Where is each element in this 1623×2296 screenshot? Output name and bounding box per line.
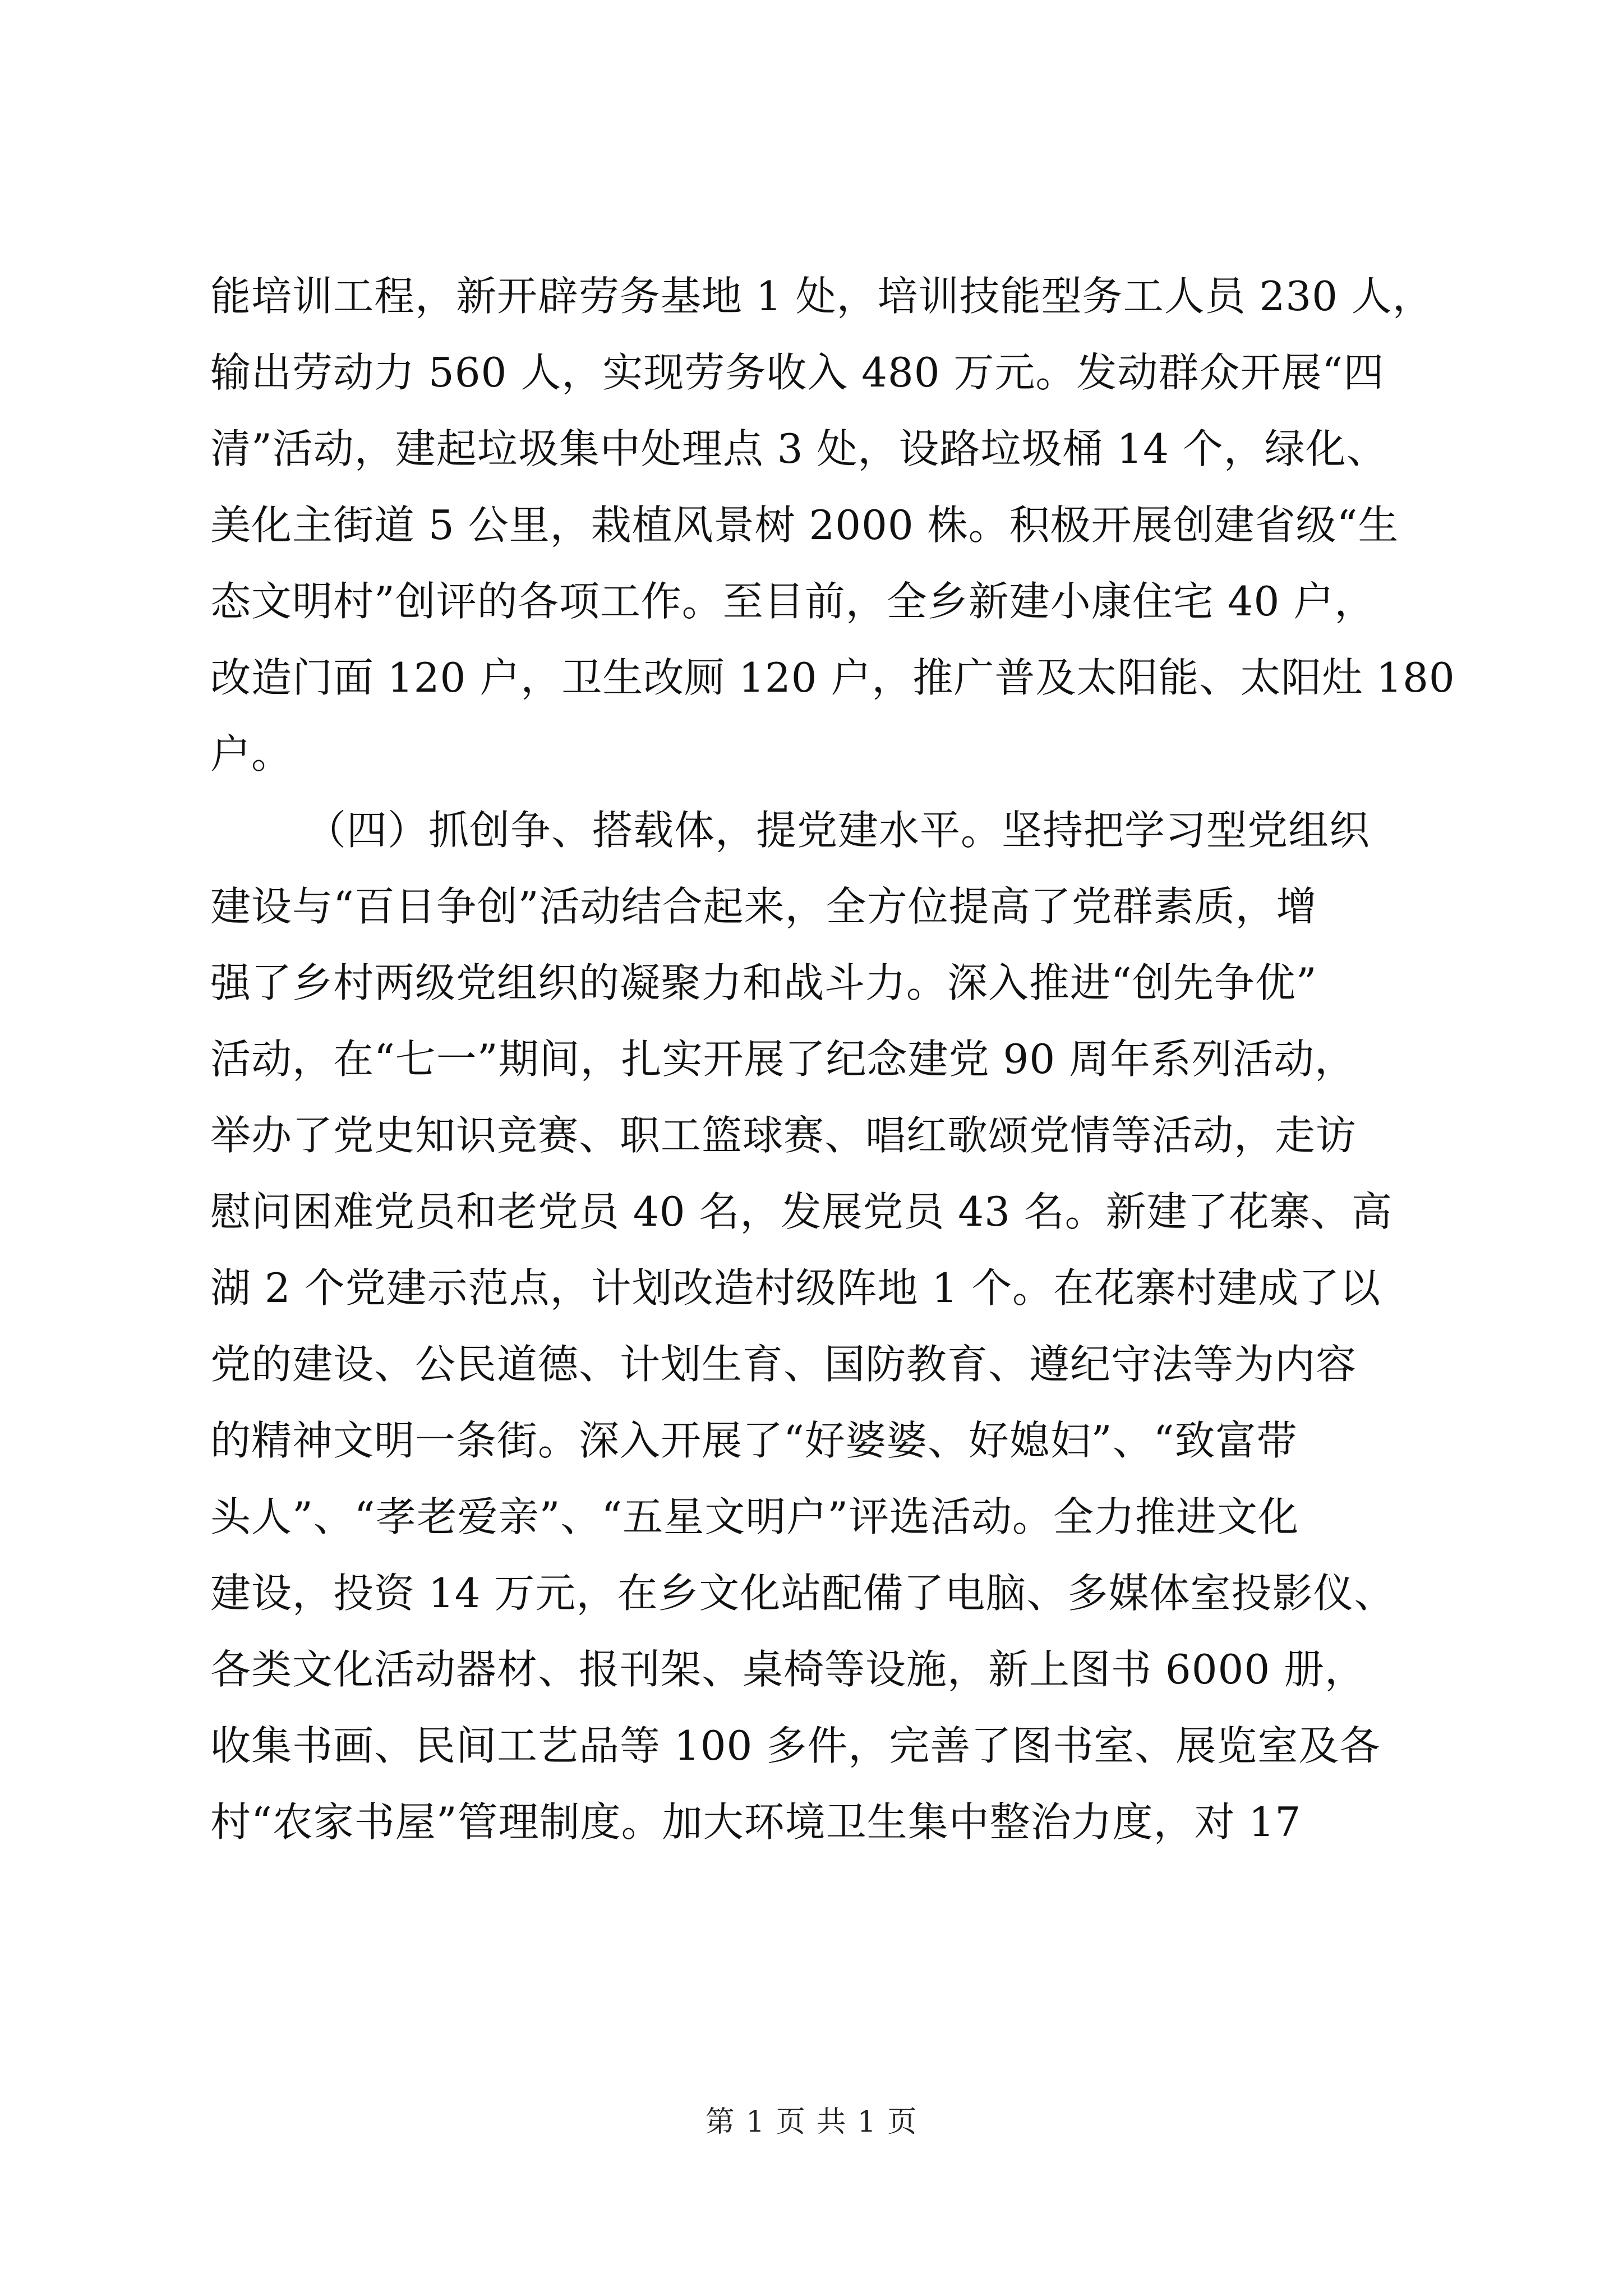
text-line: 举办了党史知识竞赛、职工篮球赛、唱红歌颂党情等活动，走访 — [210, 1112, 1357, 1159]
text-line: 湖 2 个党建示范点，计划改造村级阵地 1 个。在花寨村建成了以 — [210, 1264, 1381, 1312]
text-line: 能培训工程，新开辟劳务基地 1 处，培训技能型务工人员 230 人， — [210, 273, 1433, 320]
text-line: 输出劳动力 560 人，实现劳务收入 480 万元。发动群众开展“四 — [210, 349, 1385, 396]
text-line: 慰问困难党员和老党员 40 名，发展党员 43 名。新建了花寨、高 — [210, 1188, 1393, 1235]
document-body — [210, 258, 1455, 1860]
page-number-label: 第 1 页 共 1 页 — [705, 2105, 918, 2139]
text-line: 建设，投资 14 万元，在乡文化站配備了电脑、多媒体室投影仪、 — [210, 1570, 1395, 1617]
text-line: 各类文化活动器材、报刊架、桌椅等设施，新上图书 6000 册， — [210, 1646, 1366, 1693]
text-line: 强了乡村两级党组织的凝聚力和战斗力。深入推进“创先争优” — [210, 959, 1317, 1006]
text-line: 态文明村”创评的各项工作。至目前，全乡新建小康住宅 40 户， — [210, 578, 1376, 625]
page-footer — [0, 2102, 1623, 2142]
text-line: 头人”、“孝老爱亲”、“五星文明户”评选活动。全力推进文化 — [210, 1493, 1299, 1540]
text-line: 美化主街道 5 公里，栽植风景树 2000 株。积极开展创建省级“生 — [210, 501, 1399, 549]
text-line: 村“农家书屋”管理制度。加大环境卫生集中整治力度，对 17 — [210, 1798, 1302, 1846]
text-line: 的精神文明一条街。深入开展了“好婆婆、好媳妇”、“致富带 — [210, 1417, 1298, 1464]
text-line: 活动，在“七一”期间，扎实开展了纪念建党 90 周年系列活动， — [210, 1036, 1356, 1083]
text-line: 党的建设、公民道德、计划生育、国防教育、遵纪守法等为内容 — [210, 1341, 1357, 1388]
section-heading-line: （四）抓创争、搭载体，提党建水平。坚持把学习型党组织 — [306, 807, 1371, 854]
text-line: 改造门面 120 户，卫生改厕 120 户，推广普及太阳能、太阳灶 180 — [210, 654, 1455, 701]
text-line: 清”活动，建起垃圾集中处理点 3 处，设路垃圾桶 14 个，绿化、 — [210, 425, 1387, 472]
text-line: 建设与“百日争创”活动结合起来，全方位提高了党群素质，增 — [210, 883, 1317, 930]
text-line: 户。 — [210, 730, 293, 777]
text-line: 收集书画、民间工艺品等 100 多件，完善了图书室、展览室及各 — [210, 1722, 1381, 1769]
